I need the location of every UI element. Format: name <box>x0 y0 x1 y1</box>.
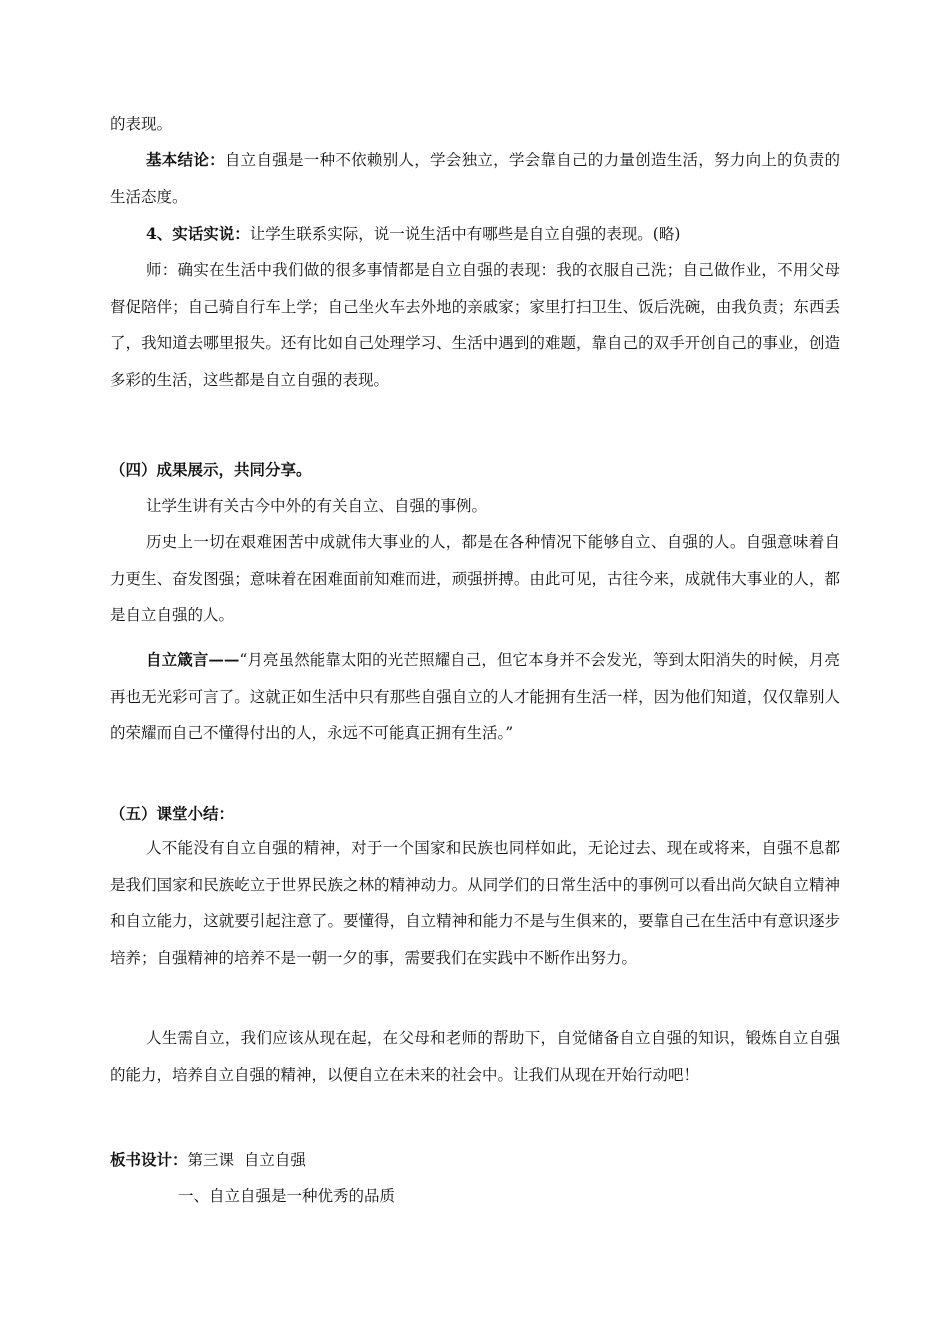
board-design-label: 板书设计： <box>110 1150 188 1169</box>
motto-text: “月亮虽然能靠太阳的光芒照耀自己，但它本身并不会发光，等到太阳消失的时候，月亮再也无光彩可言了。这就正如生活中只有那些自强自立的人才能拥有生活一样，因为他们知道，仅仅靠别人的荣耀而自己不懂得付出的人，永远不可能真正拥有生活。” <box>110 651 840 742</box>
section-heading-5: （五）课堂小结： <box>110 804 235 823</box>
motto-label: 自立箴言—— <box>146 650 240 669</box>
paragraph-history: 历史上一切在艰难困苦中成就伟大事业的人，都是在各种情况下能够自立、自强的人。自强意味着自力更生、奋发图强；意味着在困难面前知难而进，顽强拼搏。由此可见，古往今来，成就伟大事业的人，都是自立自强的人。 <box>110 533 840 624</box>
board-design-title: 第三课 自立自强 <box>187 1151 306 1169</box>
paragraph-summary: 人不能没有自立自强的精神，对于一个国家和民族也同样如此，无论过去、现在或将来，自强不息都是我们国家和民族屹立于世界民族之林的精神动力。从同学们的日常生活中的事例可以看出尚欠缺自立精神和自立能力，这就要引起注意了。要懂得，自立精神和能力不是与生俱来的，要靠自己在生活中有意识逐步培养；自强精神的培养不是一朝一夕的事，需要我们在实践中不断作出努力。 <box>110 839 840 967</box>
real-talk-label: 4、实话实说： <box>146 224 250 243</box>
paragraph-continuation: 的表现。 <box>110 115 173 133</box>
paragraph-basic-conclusion <box>110 142 840 215</box>
paragraph-real-talk <box>110 216 840 253</box>
basic-conclusion-text: 自立自强是一种不依赖别人，学会独立，学会靠自己的力量创造生活，努力向上的负责的生活态度。 <box>110 151 840 206</box>
board-design-item-1: 一、自立自强是一种优秀的品质 <box>178 1187 396 1205</box>
paragraph-teacher: 师：确实在生活中我们做的很多事情都是自立自强的表现：我的衣服自己洗；自己做作业，不用父母督促陪伴；自己骑自行车上学；自己坐火车去外地的亲戚家；家里打扫卫生、饭后洗碗，由我负责；东西丢了，我知道去哪里报失。还有比如自己处理学习、生活中遇到的难题，靠自己的双手开创自己的事业，创造多彩的生活，这些都是自立自强的表现。 <box>110 261 840 389</box>
paragraph-motto <box>110 642 840 752</box>
section-heading-4: （四）成果展示，共同分享。 <box>110 460 312 479</box>
real-talk-text: 让学生联系实际，说一说生活中有哪些是自立自强的表现。(略) <box>249 225 681 243</box>
board-design <box>110 1142 840 1179</box>
paragraph-story-prompt: 让学生讲有关古今中外的有关自立、自强的事例。 <box>146 497 488 515</box>
basic-conclusion-label: 基本结论： <box>146 150 225 169</box>
paragraph-call-to-action: 人生需自立，我们应该从现在起，在父母和老师的帮助下，自觉储备自立自强的知识，锻炼自立自强的能力，培养自立自强的精神，以便自立在未来的社会中。让我们从现在开始行动吧！ <box>110 1029 840 1084</box>
